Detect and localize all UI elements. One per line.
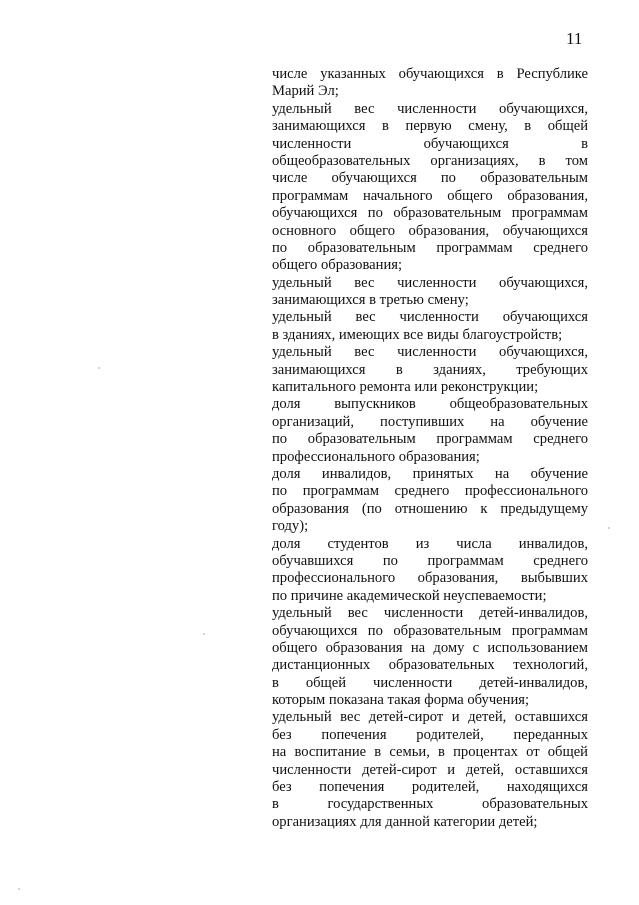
text-line: капитального ремонта или реконструкции; [272,379,539,396]
scan-speck [98,367,100,369]
text-line: общеобразовательных организациях, в том [272,152,588,169]
text-line: на воспитание в семьи, в процентах от общей [272,744,588,761]
text-line: доля выпускников общеобразовательных [272,396,588,413]
paragraph [272,396,588,466]
text-line: образования (по отношению к предыдущему [272,500,588,517]
text-line: обучающихся по образовательным программам [272,622,588,639]
text-line: удельный вес численности обучающихся [272,309,588,326]
paragraph [272,275,588,310]
text-line: удельный вес численности обучающихся, [272,100,588,117]
text-line: общего образования; [272,257,403,274]
text-line: Марий Эл; [272,83,339,100]
text-line: численности обучающихся в [272,135,588,152]
paragraph [272,101,588,275]
page-number: 11 [566,29,583,48]
text-line: которым показана такая форма обучения; [272,692,530,709]
paragraph [272,66,588,101]
text-line: без попечения родителей, переданных [272,726,588,743]
text-line: доля инвалидов, принятых на обучение [272,465,588,482]
text-line: доля студентов из числа инвалидов, [272,535,588,552]
scan-speck [18,888,20,890]
text-line: по образовательным программам среднего [272,239,588,256]
text-line: обучавшихся по программам среднего [272,552,588,569]
text-line: числе обучающихся по образовательным [272,170,588,187]
text-line: без попечения родителей, находящихся [272,779,588,796]
paragraph [272,344,588,396]
text-line: удельный вес детей-сирот и детей, оставшихся [272,709,588,726]
document-text-column [272,66,588,831]
text-line: программам начального общего образования, [272,187,588,204]
text-line: по образовательным программам среднего [272,431,588,448]
scan-speck [203,633,205,635]
paragraph [272,536,588,606]
text-line: году); [272,518,309,535]
text-line: профессионального образования, выбывших [272,570,588,587]
text-line: основного общего образования, обучающихся [272,222,588,239]
paragraph [272,605,588,709]
text-line: дистанционных образовательных технологий, [272,657,588,674]
text-line: числе указанных обучающихся в Республике [272,66,588,82]
text-line: организациях для данной категории детей; [272,813,538,830]
text-line: обучающихся по образовательным программам [272,205,588,222]
text-line: в зданиях, имеющих все виды благоустройств; [272,326,563,343]
text-line: занимающихся в третью смену; [272,292,469,309]
paragraph [272,709,588,831]
text-line: по причине академической неуспеваемости; [272,587,547,604]
text-line: удельный вес численности обучающихся, [272,344,588,361]
text-line: в общей численности детей-инвалидов, [272,674,588,691]
text-line: занимающихся в зданиях, требующих [272,361,588,378]
text-line: удельный вес численности обучающихся, [272,274,588,291]
paragraph [272,466,588,536]
text-line: занимающихся в первую смену, в общей [272,118,588,135]
text-line: удельный вес численности детей-инвалидов, [272,605,588,622]
text-line: по программам среднего профессионального [272,483,588,500]
paragraph [272,309,588,344]
text-line: организаций, поступивших на обучение [272,413,588,430]
text-line: профессионального образования; [272,448,480,465]
text-line: в государственных образовательных [272,796,588,813]
text-line: общего образования на дому с использованием [272,639,588,656]
text-line: численности детей-сирот и детей, оставшихся [272,761,588,778]
scan-speck [608,527,610,529]
